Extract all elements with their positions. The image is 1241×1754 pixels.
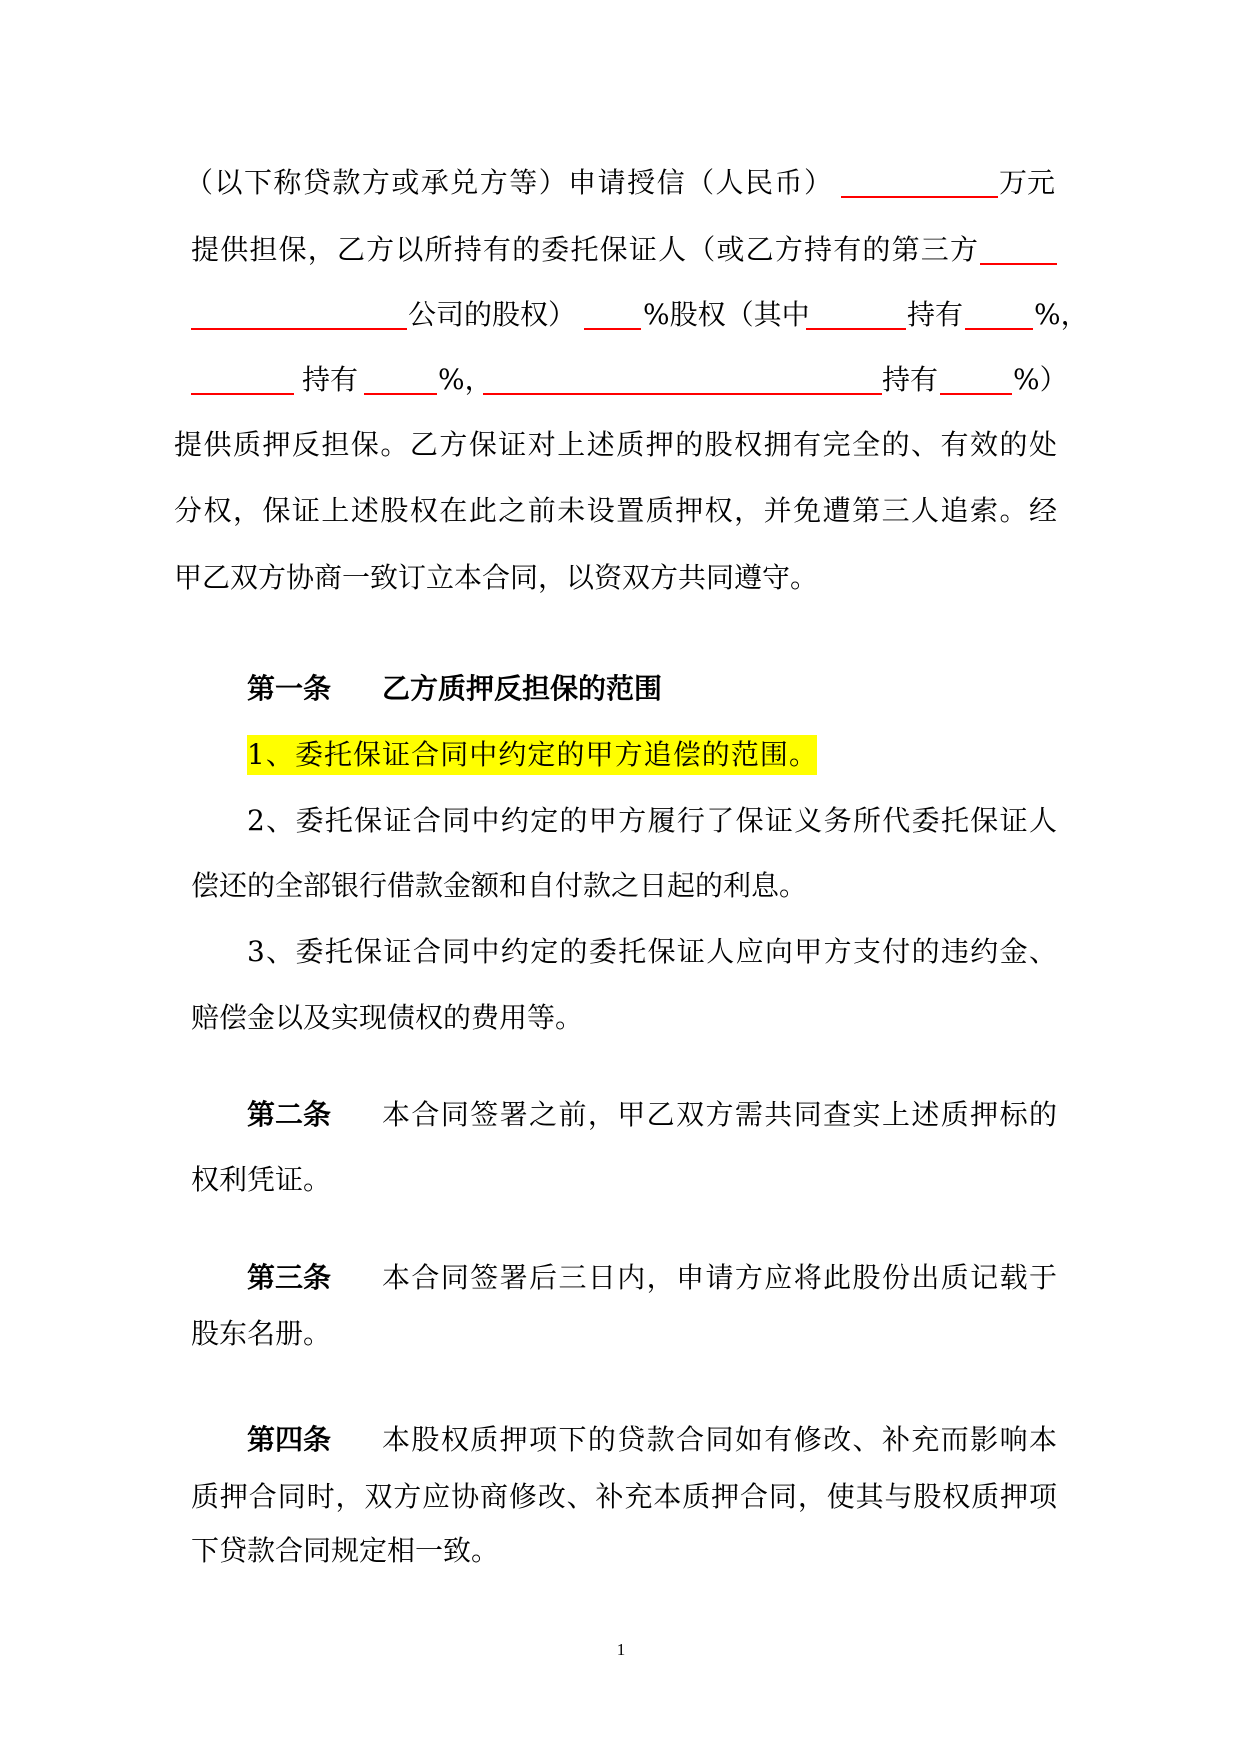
fill-in-blank [806, 328, 906, 330]
clause-item-highlighted: 1、委托保证合同中约定的甲方追偿的范围。 [247, 735, 817, 775]
fill-in-blank [483, 393, 882, 395]
preamble-text: 持有 [907, 298, 964, 331]
article-number: 第四条 [247, 1423, 332, 1456]
article-body: 本股权质押项下的贷款合同如有修改、补充而影响本 [382, 1423, 1057, 1456]
unit-label: 万元 [999, 166, 1056, 199]
fill-in-blank [940, 393, 1012, 395]
article-body: 本合同签署后三日内，申请方应将此股份出质记载于 [382, 1261, 1057, 1294]
clause-item: 3、委托保证合同中约定的委托保证人应向甲方支付的违约金、 [247, 935, 1057, 968]
preamble-text: 持有 [302, 363, 359, 396]
fill-in-blank [364, 393, 437, 395]
preamble-text: %， [1034, 298, 1089, 331]
fill-in-blank [191, 328, 407, 330]
preamble-text: 甲乙双方协商一致订立本合同，以资双方共同遵守。 [174, 561, 819, 594]
article-number: 第一条 [247, 672, 332, 705]
preamble-text: （以下称贷款方或承兑方等）申请授信（人民币） [185, 166, 832, 199]
article-body: 股东名册。 [191, 1317, 332, 1350]
article-body: 权利凭证。 [191, 1163, 332, 1196]
article-number: 第二条 [247, 1098, 332, 1131]
page-number: 1 [616, 1640, 626, 1659]
preamble-text: 公司的股权） [408, 298, 577, 331]
clause-item-continuation: 赔偿金以及实现债权的费用等。 [191, 1001, 584, 1034]
preamble-text: %， [438, 363, 493, 396]
preamble-text: 持有 [882, 363, 939, 396]
preamble-text: 分权，保证上述股权在此之前未设置质押权，并免遭第三人追索。经 [174, 494, 1057, 527]
article-title: 乙方质押反担保的范围 [382, 672, 663, 705]
article-number: 第三条 [247, 1261, 332, 1294]
preamble-text: 提供担保，乙方以所持有的委托保证人（或乙方持有的第三方 [191, 233, 978, 266]
clause-item: 2、委托保证合同中约定的甲方履行了保证义务所代委托保证人 [247, 804, 1057, 837]
preamble-text: %股权（其中 [643, 298, 810, 331]
fill-in-blank [965, 328, 1033, 330]
article-body: 本合同签署之前，甲乙双方需共同查实上述质押标的 [382, 1098, 1057, 1131]
fill-in-blank [841, 196, 998, 198]
fill-in-blank [980, 263, 1057, 265]
preamble-text: 提供质押反担保。乙方保证对上述质押的股权拥有完全的、有效的处 [174, 428, 1057, 461]
article-body: 下贷款合同规定相一致。 [191, 1534, 500, 1567]
clause-item-continuation: 偿还的全部银行借款金额和自付款之日起的利息。 [191, 869, 808, 902]
article-body: 质押合同时，双方应协商修改、补充本质押合同，使其与股权质押项 [191, 1480, 1057, 1513]
fill-in-blank [191, 393, 294, 395]
preamble-text: %） [1013, 363, 1068, 396]
fill-in-blank [584, 328, 641, 330]
